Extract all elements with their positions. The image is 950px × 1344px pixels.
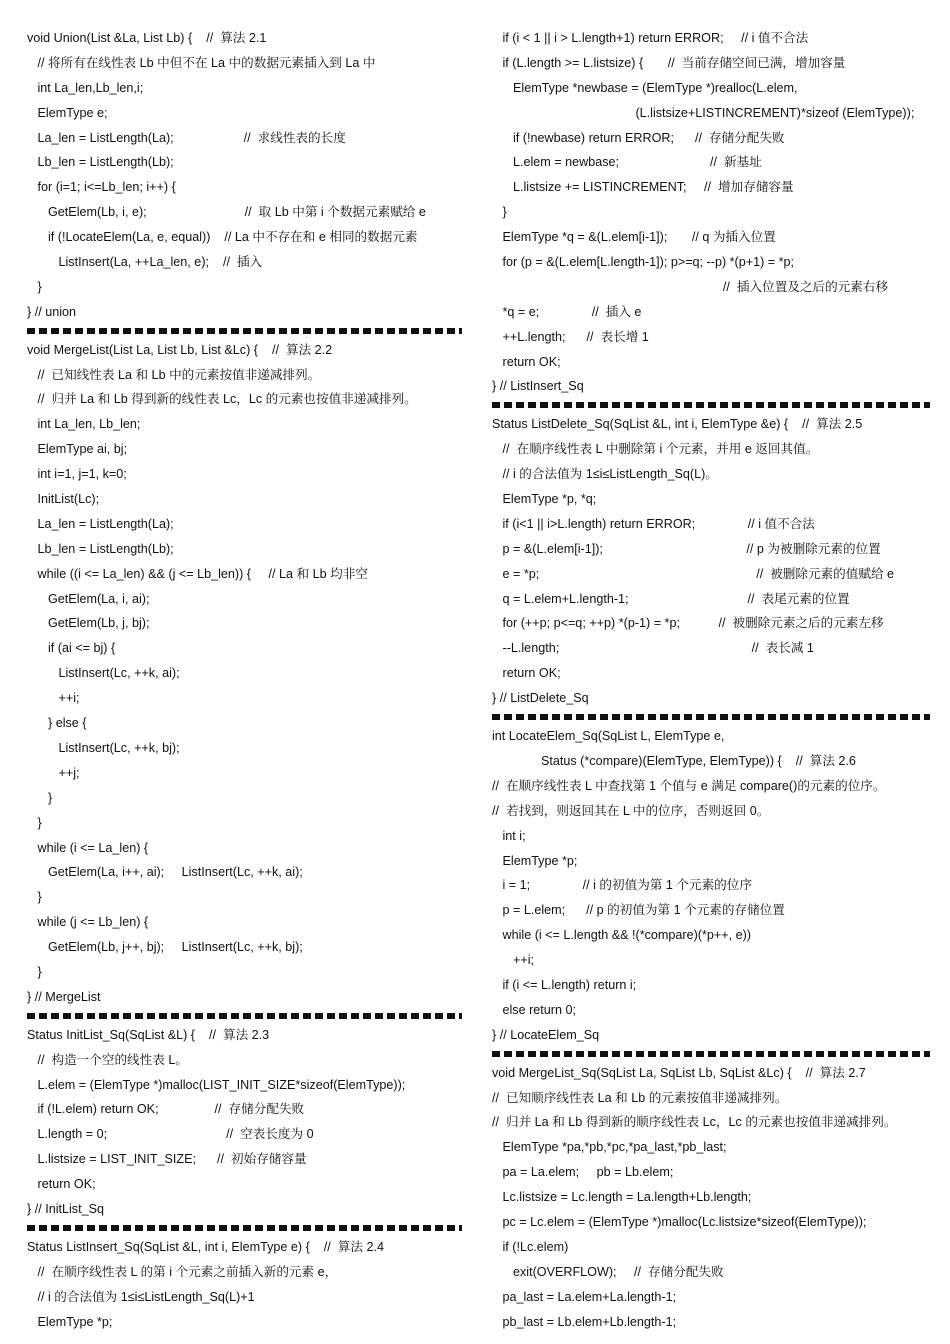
code-line: ElemType *newbase = (ElemType *)realloc(L.elem, bbox=[492, 80, 798, 95]
code-line: Status ListInsert_Sq(SqList &L, int i, ElemType e) { // 算法 2.4 bbox=[27, 1239, 384, 1254]
code-line: return OK; bbox=[492, 354, 561, 369]
code-block bbox=[492, 412, 932, 711]
code-line: if (i < 1 || i > L.length+1) return ERROR; // i 值不合法 bbox=[492, 31, 809, 45]
code-line: if (!L.elem) return OK; // 存储分配失败 bbox=[27, 1102, 305, 1117]
code-line: for (i=1; i<=Lb_len; i++) { bbox=[27, 180, 176, 195]
code-block bbox=[492, 724, 932, 1048]
code-line: GetElem(Lb, i, e); // 取 Lb 中第 i 个数据元素赋给 e bbox=[27, 205, 426, 220]
code-line: for (++p; p<=q; ++p) *(p-1) = *p; // 被删除元素之后的元素左移 bbox=[492, 616, 884, 631]
code-line: int i=1, j=1, k=0; bbox=[27, 467, 127, 482]
code-block bbox=[27, 26, 462, 325]
code-line: // 将所有在线性表 Lb 中但不在 La 中的数据元素插入到 La 中 bbox=[27, 55, 376, 70]
code-line: // i 的合法值为 1≤i≤ListLength_Sq(L)。 bbox=[492, 467, 718, 482]
code-line: Lc.listsize = Lc.length = La.length+Lb.length; bbox=[492, 1190, 752, 1205]
section-divider bbox=[27, 1013, 462, 1019]
code-line: Status (*compare)(ElemType, ElemType)) { // 算法 2.6 bbox=[492, 753, 856, 768]
code-line: if (i<1 || i>L.length) return ERROR; // i 值不合法 bbox=[492, 516, 815, 531]
code-line: ElemType ai, bj; bbox=[27, 442, 128, 457]
code-line: ElemType *q = &(L.elem[i-1]); // q 为插入位置 bbox=[492, 230, 776, 245]
code-line: La_len = ListLength(La); bbox=[27, 516, 174, 531]
code-line: ElemType *pa,*pb,*pc,*pa_last,*pb_last; bbox=[492, 1140, 727, 1155]
code-line: } // InitList_Sq bbox=[27, 1201, 105, 1216]
code-line: } bbox=[27, 790, 53, 805]
code-block bbox=[492, 26, 932, 399]
code-line: while (i <= La_len) { bbox=[27, 840, 149, 855]
section-divider bbox=[27, 1225, 462, 1231]
code-line: (L.listsize+LISTINCREMENT)*sizeof (ElemType)); bbox=[492, 105, 915, 120]
code-line: ++L.length; // 表长增 1 bbox=[492, 329, 649, 344]
code-line: ++i; bbox=[492, 953, 534, 968]
code-line: if (L.length >= L.listsize) { // 当前存储空间已满，增加容量 bbox=[492, 55, 846, 70]
code-line: if (!Lc.elem) bbox=[492, 1239, 569, 1254]
code-line: // 已知顺序线性表 La 和 Lb 的元素按值非递减排列。 bbox=[492, 1090, 788, 1105]
code-line: return OK; bbox=[27, 1177, 96, 1192]
code-line: GetElem(La, i, ai); bbox=[27, 591, 150, 606]
code-line: // 在顺序线性表 L 中查找第 1 个值与 e 满足 compare()的元素的位序。 bbox=[492, 778, 886, 793]
code-line: pc = Lc.elem = (ElemType *)malloc(Lc.listsize*sizeof(ElemType)); bbox=[492, 1214, 867, 1229]
code-line: } // ListInsert_Sq bbox=[492, 379, 584, 394]
code-line: ListInsert(Lc, ++k, bj); bbox=[27, 740, 180, 755]
code-line: GetElem(La, i++, ai); ListInsert(Lc, ++k, ai); bbox=[27, 865, 303, 880]
code-line: int i; bbox=[492, 828, 526, 843]
code-line: GetElem(Lb, j++, bj); ListInsert(Lc, ++k, bj); bbox=[27, 940, 303, 955]
section-divider bbox=[492, 1051, 930, 1057]
code-line: ElemType e; bbox=[27, 105, 108, 120]
code-line: int La_len,Lb_len,i; bbox=[27, 80, 144, 95]
code-line: L.elem = (ElemType *)malloc(LIST_INIT_SIZE*sizeof(ElemType)); bbox=[27, 1077, 406, 1092]
code-line: // 若找到，则返回其在 L 中的位序，否则返回 0。 bbox=[492, 803, 770, 818]
code-line: i = 1; // i 的初值为第 1 个元素的位序 bbox=[492, 878, 752, 893]
code-line: if (!newbase) return ERROR; // 存储分配失败 bbox=[492, 130, 785, 145]
code-line: ElemType *p; bbox=[27, 1314, 113, 1329]
code-line: // 归并 La 和 Lb 得到新的线性表 Lc，Lc 的元素也按值非递减排列。 bbox=[27, 392, 417, 407]
code-line: } // LocateElem_Sq bbox=[492, 1027, 600, 1042]
code-line: Status InitList_Sq(SqList &L) { // 算法 2.3 bbox=[27, 1027, 270, 1042]
code-line: for (p = &(L.elem[L.length-1]); p>=q; --p) *(p+1) = *p; bbox=[492, 255, 795, 270]
code-block bbox=[27, 338, 462, 1010]
code-line: } // ListDelete_Sq bbox=[492, 691, 589, 706]
code-line: p = &(L.elem[i-1]); // p 为被删除元素的位置 bbox=[492, 541, 881, 556]
code-line: } // union bbox=[27, 304, 77, 319]
code-line: *q = e; // 插入 e bbox=[492, 304, 642, 319]
section-divider bbox=[492, 402, 930, 408]
code-line: void Union(List &La, List Lb) { // 算法 2.1 bbox=[27, 31, 267, 45]
code-line: else return 0; bbox=[492, 1002, 576, 1017]
code-line: // 归并 La 和 Lb 得到新的顺序线性表 Lc，Lc 的元素也按值非递减排列。 bbox=[492, 1115, 897, 1130]
code-line: ListInsert(Lc, ++k, ai); bbox=[27, 666, 180, 681]
code-line: L.listsize += LISTINCREMENT; // 增加存储容量 bbox=[492, 180, 794, 195]
code-line: p = L.elem; // p 的初值为第 1 个元素的存储位置 bbox=[492, 903, 785, 918]
code-line: ElemType *p, *q; bbox=[492, 492, 597, 507]
code-line: Status ListDelete_Sq(SqList &L, int i, ElemType &e) { // 算法 2.5 bbox=[492, 417, 863, 432]
code-line: while (i <= L.length && !(*compare)(*p++, e)) bbox=[492, 928, 751, 943]
code-line: while ((i <= La_len) && (j <= Lb_len)) { // La 和 Lb 均非空 bbox=[27, 566, 368, 581]
code-line: } bbox=[27, 815, 42, 830]
code-line: ++i; bbox=[27, 691, 80, 706]
code-line: e = *p; // 被删除元素的值赋给 e bbox=[492, 566, 895, 581]
code-line: // 在顺序线性表 L 的第 i 个元素之前插入新的元素 e， bbox=[27, 1264, 338, 1279]
code-line: Lb_len = ListLength(Lb); bbox=[27, 541, 174, 556]
code-line: L.listsize = LIST_INIT_SIZE; // 初始存储容量 bbox=[27, 1152, 307, 1167]
code-line: pa = La.elem; pb = Lb.elem; bbox=[492, 1165, 674, 1180]
code-block bbox=[27, 1235, 462, 1335]
code-line: --L.length; // 表长减 1 bbox=[492, 641, 814, 656]
code-line: int La_len, Lb_len; bbox=[27, 417, 141, 432]
code-line: } bbox=[27, 279, 42, 294]
code-line: L.elem = newbase; // 新基址 bbox=[492, 155, 762, 170]
code-line: } bbox=[27, 890, 42, 905]
code-line: exit(OVERFLOW); // 存储分配失败 bbox=[492, 1264, 724, 1279]
code-block bbox=[492, 1061, 932, 1335]
section-divider bbox=[27, 328, 462, 334]
code-line: La_len = ListLength(La); // 求线性表的长度 bbox=[27, 130, 346, 145]
code-line: return OK; bbox=[492, 666, 561, 681]
code-line: ElemType *p; bbox=[492, 853, 578, 868]
code-line: void MergeList(List La, List Lb, List &Lc) { // 算法 2.2 bbox=[27, 342, 333, 357]
code-line: // 插入位置及之后的元素右移 bbox=[492, 279, 889, 294]
code-line: if (!LocateElem(La, e, equal)) // La 中不存在和 e 相同的数据元素 bbox=[27, 230, 418, 245]
code-line: ListInsert(La, ++La_len, e); // 插入 bbox=[27, 255, 263, 270]
code-line: } bbox=[492, 205, 507, 220]
code-line: } // MergeList bbox=[27, 989, 101, 1004]
code-line: // 已知线性表 La 和 Lb 中的元素按值非递减排列。 bbox=[27, 367, 321, 382]
code-line: // 构造一个空的线性表 L。 bbox=[27, 1052, 188, 1067]
code-line: while (j <= Lb_len) { bbox=[27, 915, 149, 930]
code-line: } bbox=[27, 964, 42, 979]
code-line: } else { bbox=[27, 716, 87, 731]
code-line: pb_last = Lb.elem+Lb.length-1; bbox=[492, 1314, 677, 1329]
code-line: ++j; bbox=[27, 765, 80, 780]
code-line: q = L.elem+L.length-1; // 表尾元素的位置 bbox=[492, 591, 850, 606]
code-line: Lb_len = ListLength(Lb); bbox=[27, 155, 174, 170]
code-line: GetElem(Lb, j, bj); bbox=[27, 616, 150, 631]
code-line: void MergeList_Sq(SqList La, SqList Lb, SqList &Lc) { // 算法 2.7 bbox=[492, 1065, 866, 1080]
code-line: L.length = 0; // 空表长度为 0 bbox=[27, 1127, 314, 1142]
code-block bbox=[27, 1023, 462, 1222]
right-column bbox=[492, 26, 932, 1334]
section-divider bbox=[492, 714, 930, 720]
left-column bbox=[27, 26, 462, 1334]
code-line: pa_last = La.elem+La.length-1; bbox=[492, 1289, 677, 1304]
code-line: if (ai <= bj) { bbox=[27, 641, 116, 656]
code-line: if (i <= L.length) return i; bbox=[492, 977, 637, 992]
code-line: int LocateElem_Sq(SqList L, ElemType e, bbox=[492, 729, 725, 744]
code-line: // 在顺序线性表 L 中删除第 i 个元素，并用 e 返回其值。 bbox=[492, 442, 819, 457]
code-line: InitList(Lc); bbox=[27, 492, 100, 507]
code-line: // i 的合法值为 1≤i≤ListLength_Sq(L)+1 bbox=[27, 1289, 255, 1304]
